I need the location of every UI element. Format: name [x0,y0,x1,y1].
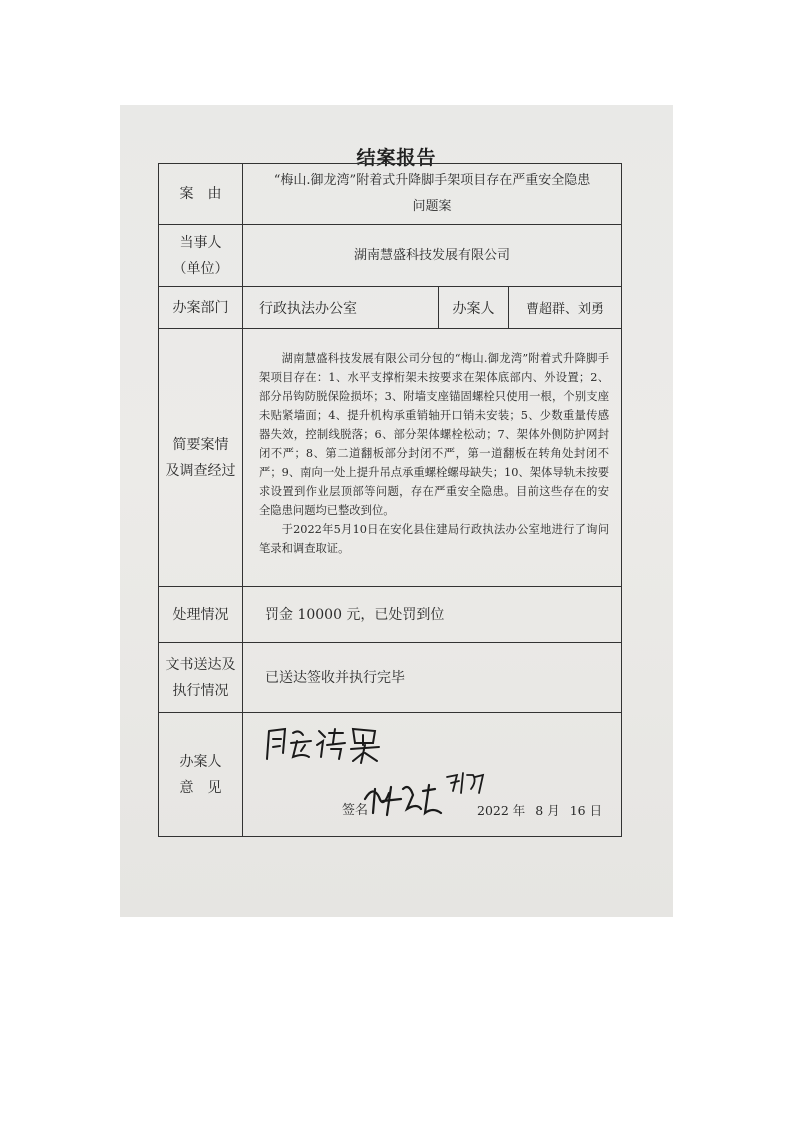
case-value-line1: “梅山.御龙湾”附着式升降脚手架项目存在严重安全隐患 [273,173,591,188]
delivery-row [159,642,621,712]
details-label-line2: 及调查经过 [165,462,236,479]
department-row [159,286,621,328]
date-year: 2022 年 [477,803,526,818]
date-line [477,801,608,819]
opinion-label [159,713,243,836]
delivery-label-line2: 执行情况 [172,682,229,699]
opinion-row [159,712,621,836]
details-paragraph-2: 于2022年5月10日在安化县住建局行政执法办公室地进行了询问笔录和调查取证。 [259,523,609,555]
signature-mark-2 [443,767,487,797]
department-label: 办案部门 [159,287,243,328]
party-row [159,224,621,286]
party-label-line1: 当事人 [179,234,222,251]
delivery-value: 已送达签收并执行完毕 [265,669,405,686]
date-day: 16 日 [569,803,603,818]
handler-label: 办案人 [439,287,509,328]
report-table [158,163,622,837]
opinion-label-line1: 办案人 [179,753,222,770]
date-month: 8 月 [535,803,560,818]
department-value: 行政执法办公室 [243,287,439,328]
party-label-line2: （单位） [172,260,229,277]
sign-label: 签名 [342,803,369,818]
case-label: 案 由 [159,164,243,224]
opinion-area [243,713,621,836]
handler-names: 曹超群、刘勇 [525,302,604,317]
handwritten-approval [263,723,383,767]
details-row [159,328,621,586]
handling-row [159,586,621,642]
case-value-line2: 问题案 [412,199,452,214]
details-paragraph-1: 湖南慧盛科技发展有限公司分包的“梅山.御龙湾”附着式升降脚手架项目存在：1、水平支撑桁架未按要求在架体底部内、外设置；2、部分吊钩防脱保险损坏；3、附墙支座锚固螺栓只使用一根，个别支座未贴紧墙面；4、提升机构承重销轴开口销未安装；5、少数重量传感器失效，控制线脱落；6、部分架体螺栓松动；7、架体外侧防护网封闭不严；8、第二道翻板部分封闭不严，第一道翻板在转角处封闭不严；9、南向一处上提升吊点承重螺栓螺母缺失；10、架体导轨未按要求设置到作业层顶部等问题，存在严重安全隐患。目前这些存在的安全隐患问题均已整改到位。 [259,352,609,517]
party-value: 湖南慧盛科技发展有限公司 [353,247,510,263]
opinion-label-line2: 意 见 [179,779,222,796]
handling-value: 罚金 10000 元，已处罚到位 [265,606,445,623]
case-value [243,164,621,224]
details-text [243,329,621,586]
report-title: 结案报告 [356,147,437,169]
document-photo [120,105,673,917]
handling-label: 处理情况 [159,587,243,642]
signature-mark-1 [361,779,445,819]
details-label-line1: 简要案情 [172,436,229,453]
delivery-label [159,643,243,712]
delivery-label-line1: 文书送达及 [165,656,236,673]
details-label [159,329,243,586]
party-label [159,225,243,286]
case-row [159,164,621,224]
